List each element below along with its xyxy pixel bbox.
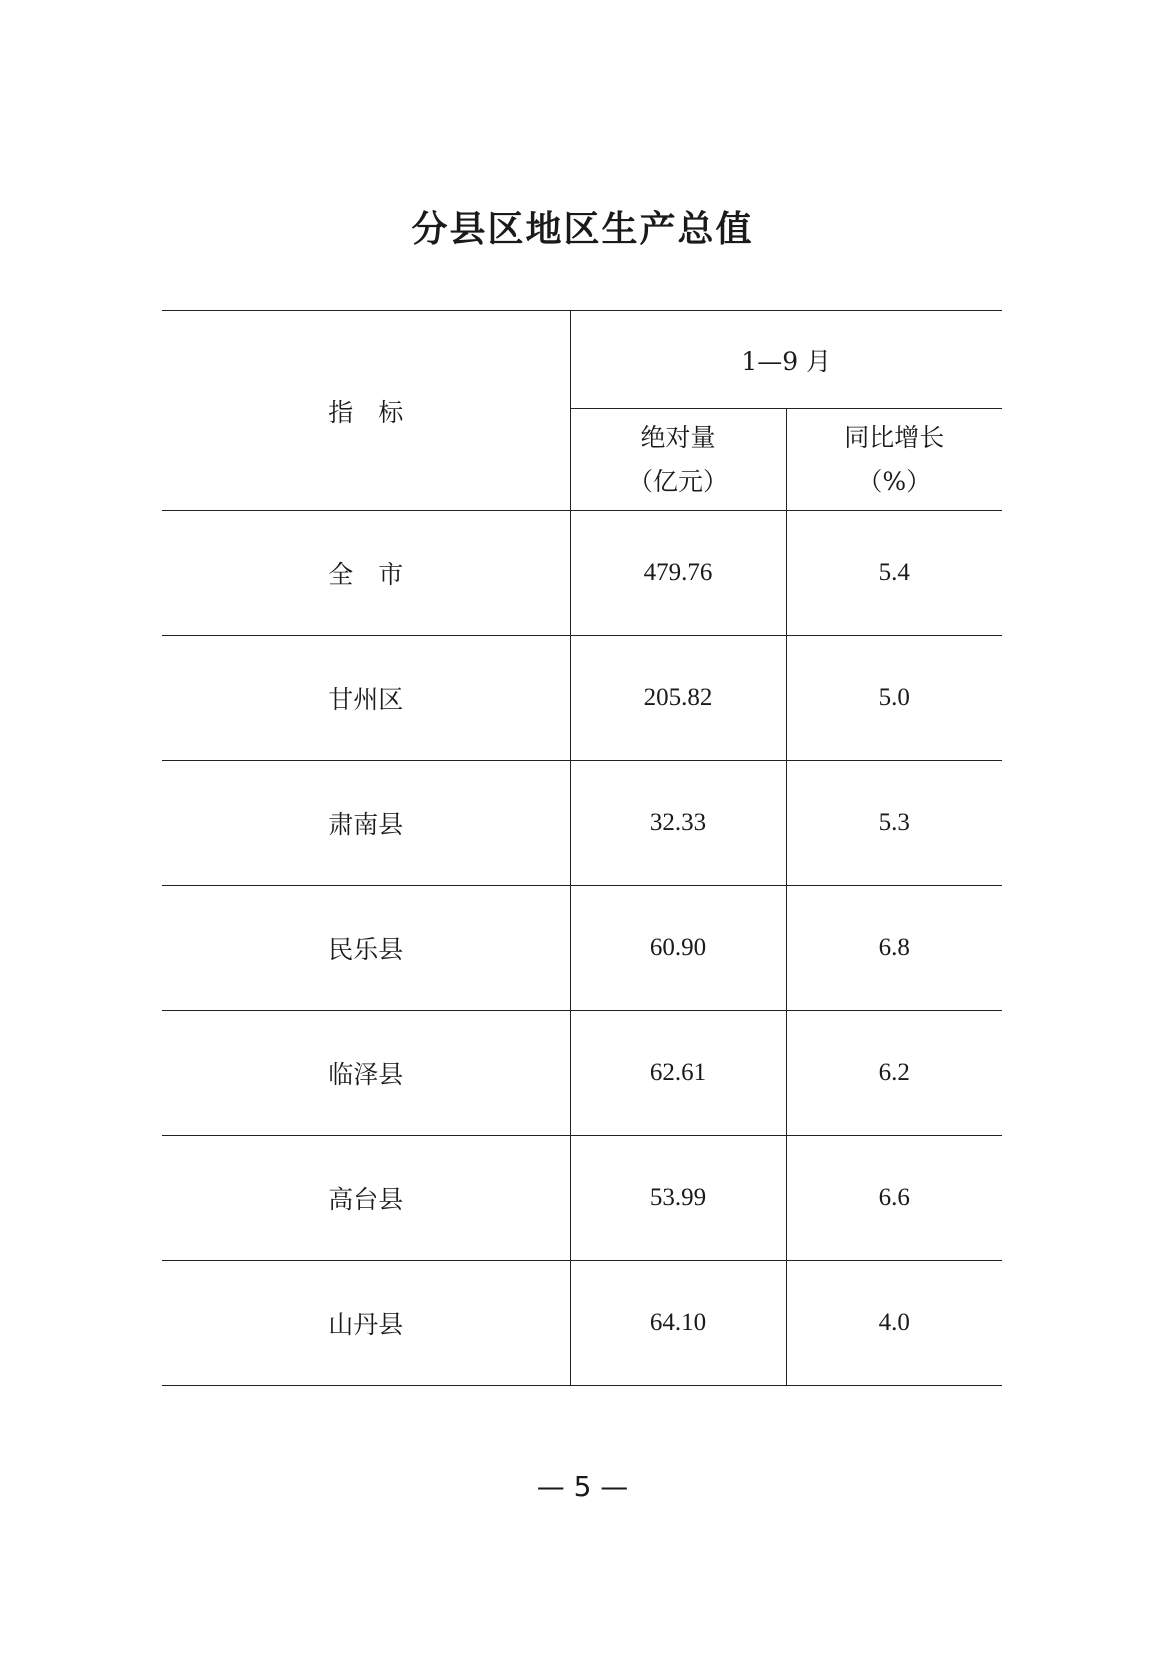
county-gdp-table [162, 310, 1002, 1386]
growth-value: 5.4 [786, 511, 1002, 636]
growth-value: 5.0 [786, 636, 1002, 761]
table-row [162, 636, 1002, 761]
region-name: 肃南县 [162, 761, 570, 886]
region-name: 民乐县 [162, 886, 570, 1011]
table-row [162, 761, 1002, 886]
period-header: 1—9 月 [570, 311, 1002, 409]
region-name: 全 市 [162, 511, 570, 636]
growth-value: 5.3 [786, 761, 1002, 886]
growth-value: 4.0 [786, 1261, 1002, 1386]
absolute-value-header-title: 绝对量 [640, 422, 716, 452]
region-name: 高台县 [162, 1136, 570, 1261]
absolute-value: 60.90 [570, 886, 786, 1011]
growth-header-title: 同比增长 [844, 422, 945, 452]
absolute-value-header [570, 409, 786, 511]
absolute-value-header-unit: （亿元） [627, 466, 728, 496]
absolute-value: 205.82 [570, 636, 786, 761]
table-row [162, 886, 1002, 1011]
indicator-header: 指 标 [162, 311, 570, 511]
table-row [162, 1011, 1002, 1136]
region-name: 甘州区 [162, 636, 570, 761]
growth-header-unit: （%） [857, 466, 932, 496]
absolute-value: 64.10 [570, 1261, 786, 1386]
growth-header [786, 409, 1002, 511]
absolute-value: 62.61 [570, 1011, 786, 1136]
growth-value: 6.2 [786, 1011, 1002, 1136]
growth-value: 6.6 [786, 1136, 1002, 1261]
absolute-value: 53.99 [570, 1136, 786, 1261]
absolute-value: 32.33 [570, 761, 786, 886]
region-name: 山丹县 [162, 1261, 570, 1386]
region-name: 临泽县 [162, 1011, 570, 1136]
table-row [162, 1261, 1002, 1386]
page-number: — 5 — [536, 1470, 629, 1503]
absolute-value: 479.76 [570, 511, 786, 636]
growth-value: 6.8 [786, 886, 1002, 1011]
table-row [162, 1136, 1002, 1261]
table-header-row-1 [162, 311, 1002, 409]
page-title: 分县区地区生产总值 [411, 209, 754, 250]
table-row [162, 511, 1002, 636]
